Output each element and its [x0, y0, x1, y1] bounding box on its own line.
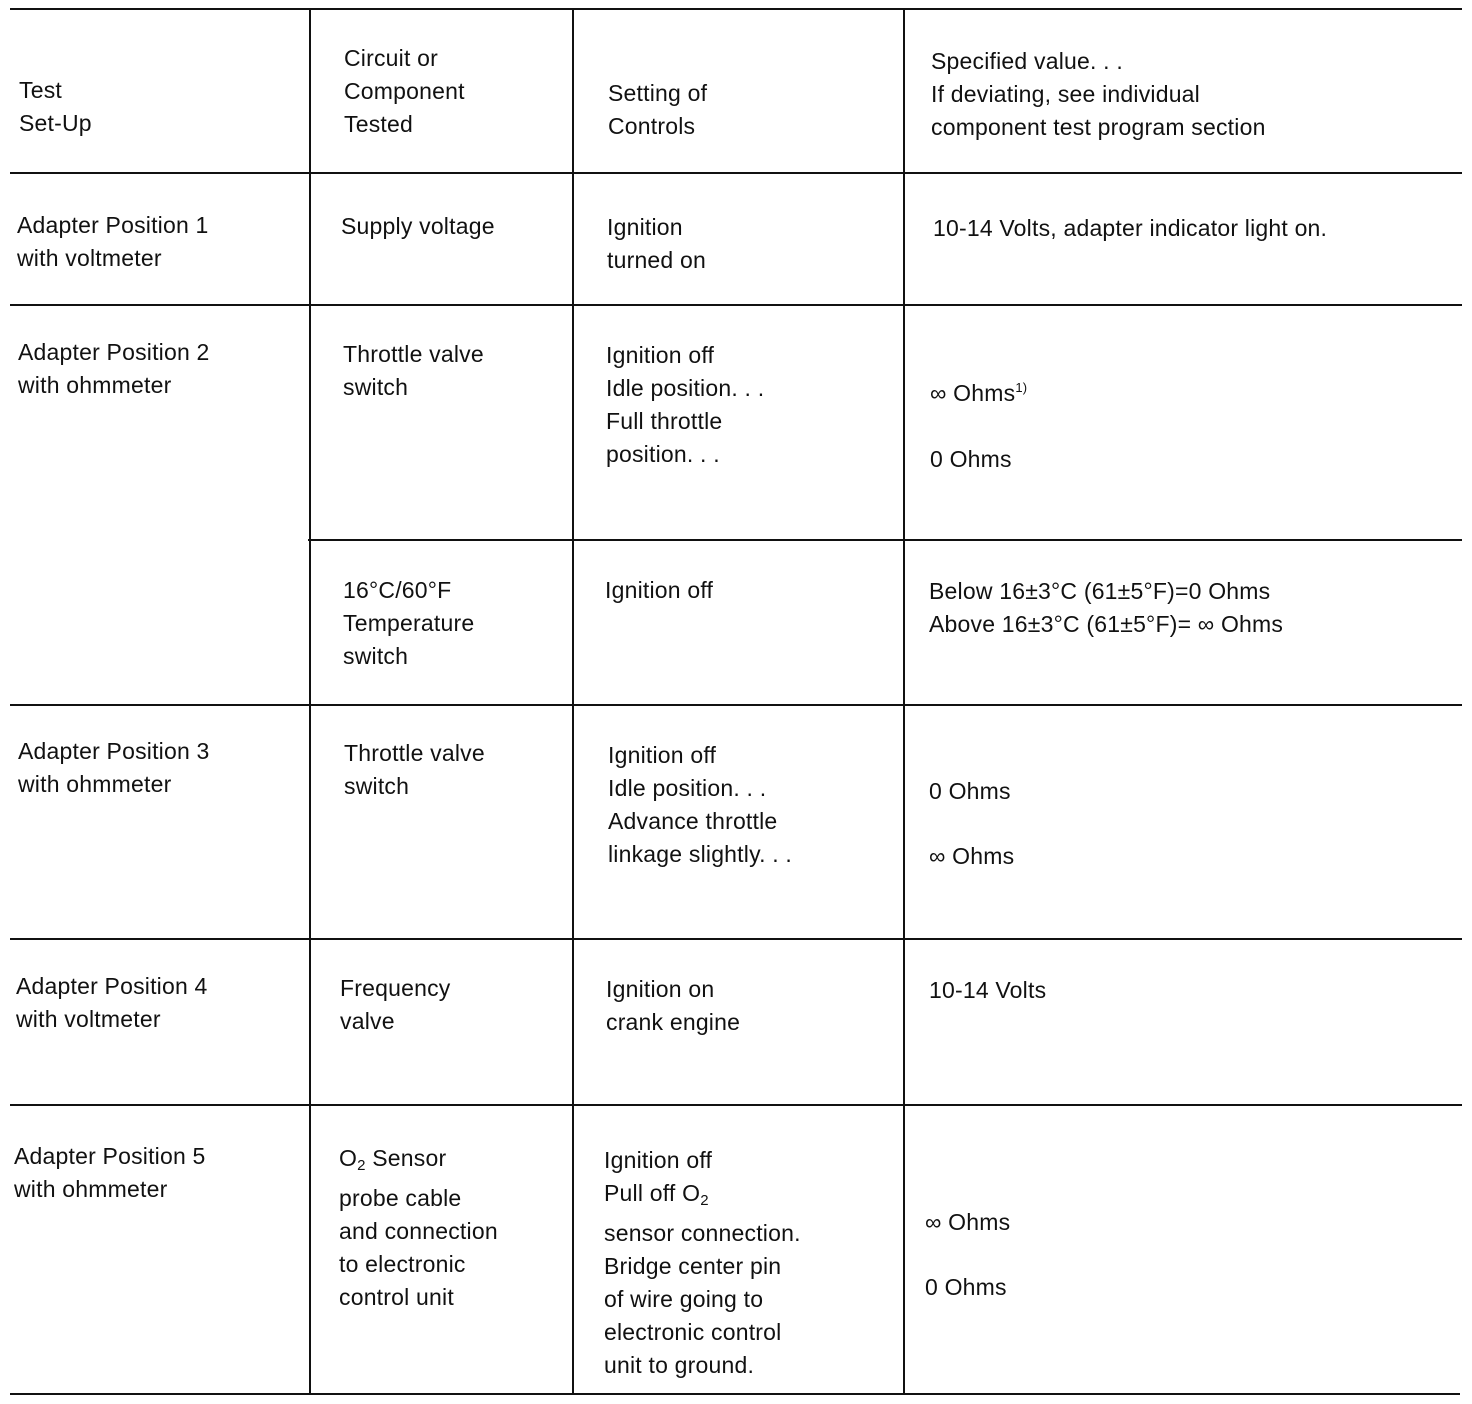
row4-controls	[606, 973, 740, 1039]
row3-circuit-line: Throttle valve	[344, 740, 485, 766]
row3-circuit-line: switch	[344, 773, 410, 799]
row2b-value-line: Above 16±3°C (61±5°F)= ∞ Ohms	[929, 611, 1284, 637]
row2a-circuit-line: switch	[343, 374, 409, 400]
row5-controls-line: Bridge center pin	[604, 1253, 782, 1279]
row1-value	[933, 212, 1327, 245]
row4-setup	[16, 970, 208, 1036]
row3-value-line: ∞ Ohms	[929, 843, 1015, 869]
row5-setup	[14, 1140, 206, 1206]
header-circuit	[344, 42, 465, 141]
rule-top	[10, 8, 1462, 10]
row1-controls-line: turned on	[607, 247, 706, 273]
row2b-circuit	[343, 574, 474, 673]
row3-circuit	[344, 737, 485, 803]
row5-circuit-line: probe cable	[339, 1185, 462, 1211]
row2a-controls-line: Ignition off	[606, 342, 715, 368]
row4-setup-line: Adapter Position 4	[16, 973, 208, 999]
row1-setup	[17, 209, 209, 275]
row1-controls	[607, 211, 706, 277]
row3-value-line: 0 Ohms	[929, 778, 1011, 804]
row2b-value-line: Below 16±3°C (61±5°F)=0 Ohms	[929, 578, 1271, 604]
rule-bottom	[10, 1393, 1460, 1395]
row3-setup	[18, 735, 210, 801]
header-controls-line: Setting of	[608, 80, 708, 106]
rule-row2a-bottom	[308, 539, 1462, 541]
header-specified-line: component test program section	[931, 114, 1266, 140]
row4-value-line: 10-14 Volts	[929, 977, 1047, 1003]
header-circuit-line: Tested	[344, 111, 413, 137]
header-test-setup-line: Set-Up	[19, 110, 92, 136]
row4-value	[929, 974, 1046, 1007]
row4-circuit-line: valve	[340, 1008, 395, 1034]
row5-circuit	[339, 1142, 498, 1314]
rule-col2	[572, 8, 574, 1395]
row3-controls-line: Idle position. . .	[608, 775, 767, 801]
o2-text: O	[339, 1145, 358, 1171]
rule-row3-bottom	[10, 938, 1462, 940]
row2a-controls-line: position. . .	[606, 441, 720, 467]
row3-controls-line: Advance throttle	[608, 808, 778, 834]
footnote-marker: 1)	[1015, 380, 1028, 395]
header-circuit-line: Circuit or	[344, 45, 439, 71]
header-specified	[931, 45, 1266, 144]
rule-col1	[309, 8, 311, 1395]
row4-circuit-line: Frequency	[340, 975, 451, 1001]
row2b-controls	[605, 574, 713, 607]
row1-setup-line: Adapter Position 1	[17, 212, 209, 238]
rule-header-bottom	[10, 172, 1462, 174]
row2b-controls-line: Ignition off	[605, 577, 714, 603]
header-test-setup	[19, 74, 92, 140]
rule-row4-bottom	[10, 1104, 1462, 1106]
row2b-circuit-line: Temperature	[343, 610, 475, 636]
row5-controls-line: electronic control	[604, 1319, 782, 1345]
row5-setup-line: with ohmmeter	[14, 1176, 168, 1202]
row2b-circuit-line: switch	[343, 643, 409, 669]
row3-value	[929, 775, 1014, 873]
header-controls	[608, 77, 707, 143]
row2a-circuit	[343, 338, 484, 404]
row1-controls-line: Ignition	[607, 214, 683, 240]
row2b-value	[929, 575, 1283, 641]
row5-controls	[604, 1144, 801, 1382]
row1-setup-line: with voltmeter	[17, 245, 162, 271]
header-circuit-line: Component	[344, 78, 465, 104]
row3-setup-line: with ohmmeter	[18, 771, 172, 797]
header-specified-line: If deviating, see individual	[931, 81, 1200, 107]
row4-controls-line: crank engine	[606, 1009, 741, 1035]
rule-row2-bottom	[10, 704, 1462, 706]
row5-circuit-text: Sensor	[372, 1145, 447, 1171]
row5-controls-line: of wire going to	[604, 1286, 764, 1312]
rule-row1-bottom	[10, 304, 1462, 306]
row3-controls-line: linkage slightly. . .	[608, 841, 793, 867]
o2-subscript: 2	[700, 1192, 709, 1209]
header-specified-line: Specified value. . .	[931, 48, 1123, 74]
row2-setup-line: with ohmmeter	[18, 372, 172, 398]
row5-controls-text: Pull off O	[604, 1180, 701, 1206]
row4-setup-line: with voltmeter	[16, 1006, 161, 1032]
row1-circuit	[341, 210, 495, 243]
row5-value-line: 0 Ohms	[925, 1274, 1007, 1300]
row2a-controls-line: Full throttle	[606, 408, 723, 434]
row5-circuit-line: control unit	[339, 1284, 454, 1310]
row5-controls-line: sensor connection.	[604, 1220, 801, 1246]
row2a-circuit-line: Throttle valve	[343, 341, 484, 367]
header-controls-line: Controls	[608, 113, 696, 139]
row2a-value-line	[930, 371, 1027, 410]
row5-controls-line: unit to ground.	[604, 1352, 755, 1378]
row5-circuit-line: and connection	[339, 1218, 498, 1244]
row4-circuit	[340, 972, 450, 1038]
row2-setup-line: Adapter Position 2	[18, 339, 210, 365]
row3-controls	[608, 739, 792, 871]
o2-subscript: 2	[357, 1157, 366, 1174]
row2a-controls-line: Idle position. . .	[606, 375, 765, 401]
row3-setup-line: Adapter Position 3	[18, 738, 210, 764]
row2-setup	[18, 336, 210, 402]
row5-value	[925, 1206, 1010, 1304]
row2a-controls	[606, 339, 764, 471]
row5-setup-line: Adapter Position 5	[14, 1143, 206, 1169]
row2a-value-text: ∞ Ohms	[930, 380, 1016, 406]
row5-circuit-line	[339, 1142, 498, 1182]
row2a-value	[930, 371, 1027, 476]
row2b-circuit-line: 16°C/60°F	[343, 577, 452, 603]
row2a-value-line: 0 Ohms	[930, 446, 1012, 472]
header-test-setup-line: Test	[19, 77, 62, 103]
row5-controls-line: Ignition off	[604, 1147, 713, 1173]
row5-value-line: ∞ Ohms	[925, 1209, 1011, 1235]
row3-controls-line: Ignition off	[608, 742, 717, 768]
rule-col3	[903, 8, 905, 1395]
row5-circuit-line: to electronic	[339, 1251, 466, 1277]
row5-controls-line	[604, 1177, 801, 1217]
row1-value-line: 10-14 Volts, adapter indicator light on.	[933, 215, 1328, 241]
row4-controls-line: Ignition on	[606, 976, 715, 1002]
row1-circuit-line: Supply voltage	[341, 213, 495, 239]
